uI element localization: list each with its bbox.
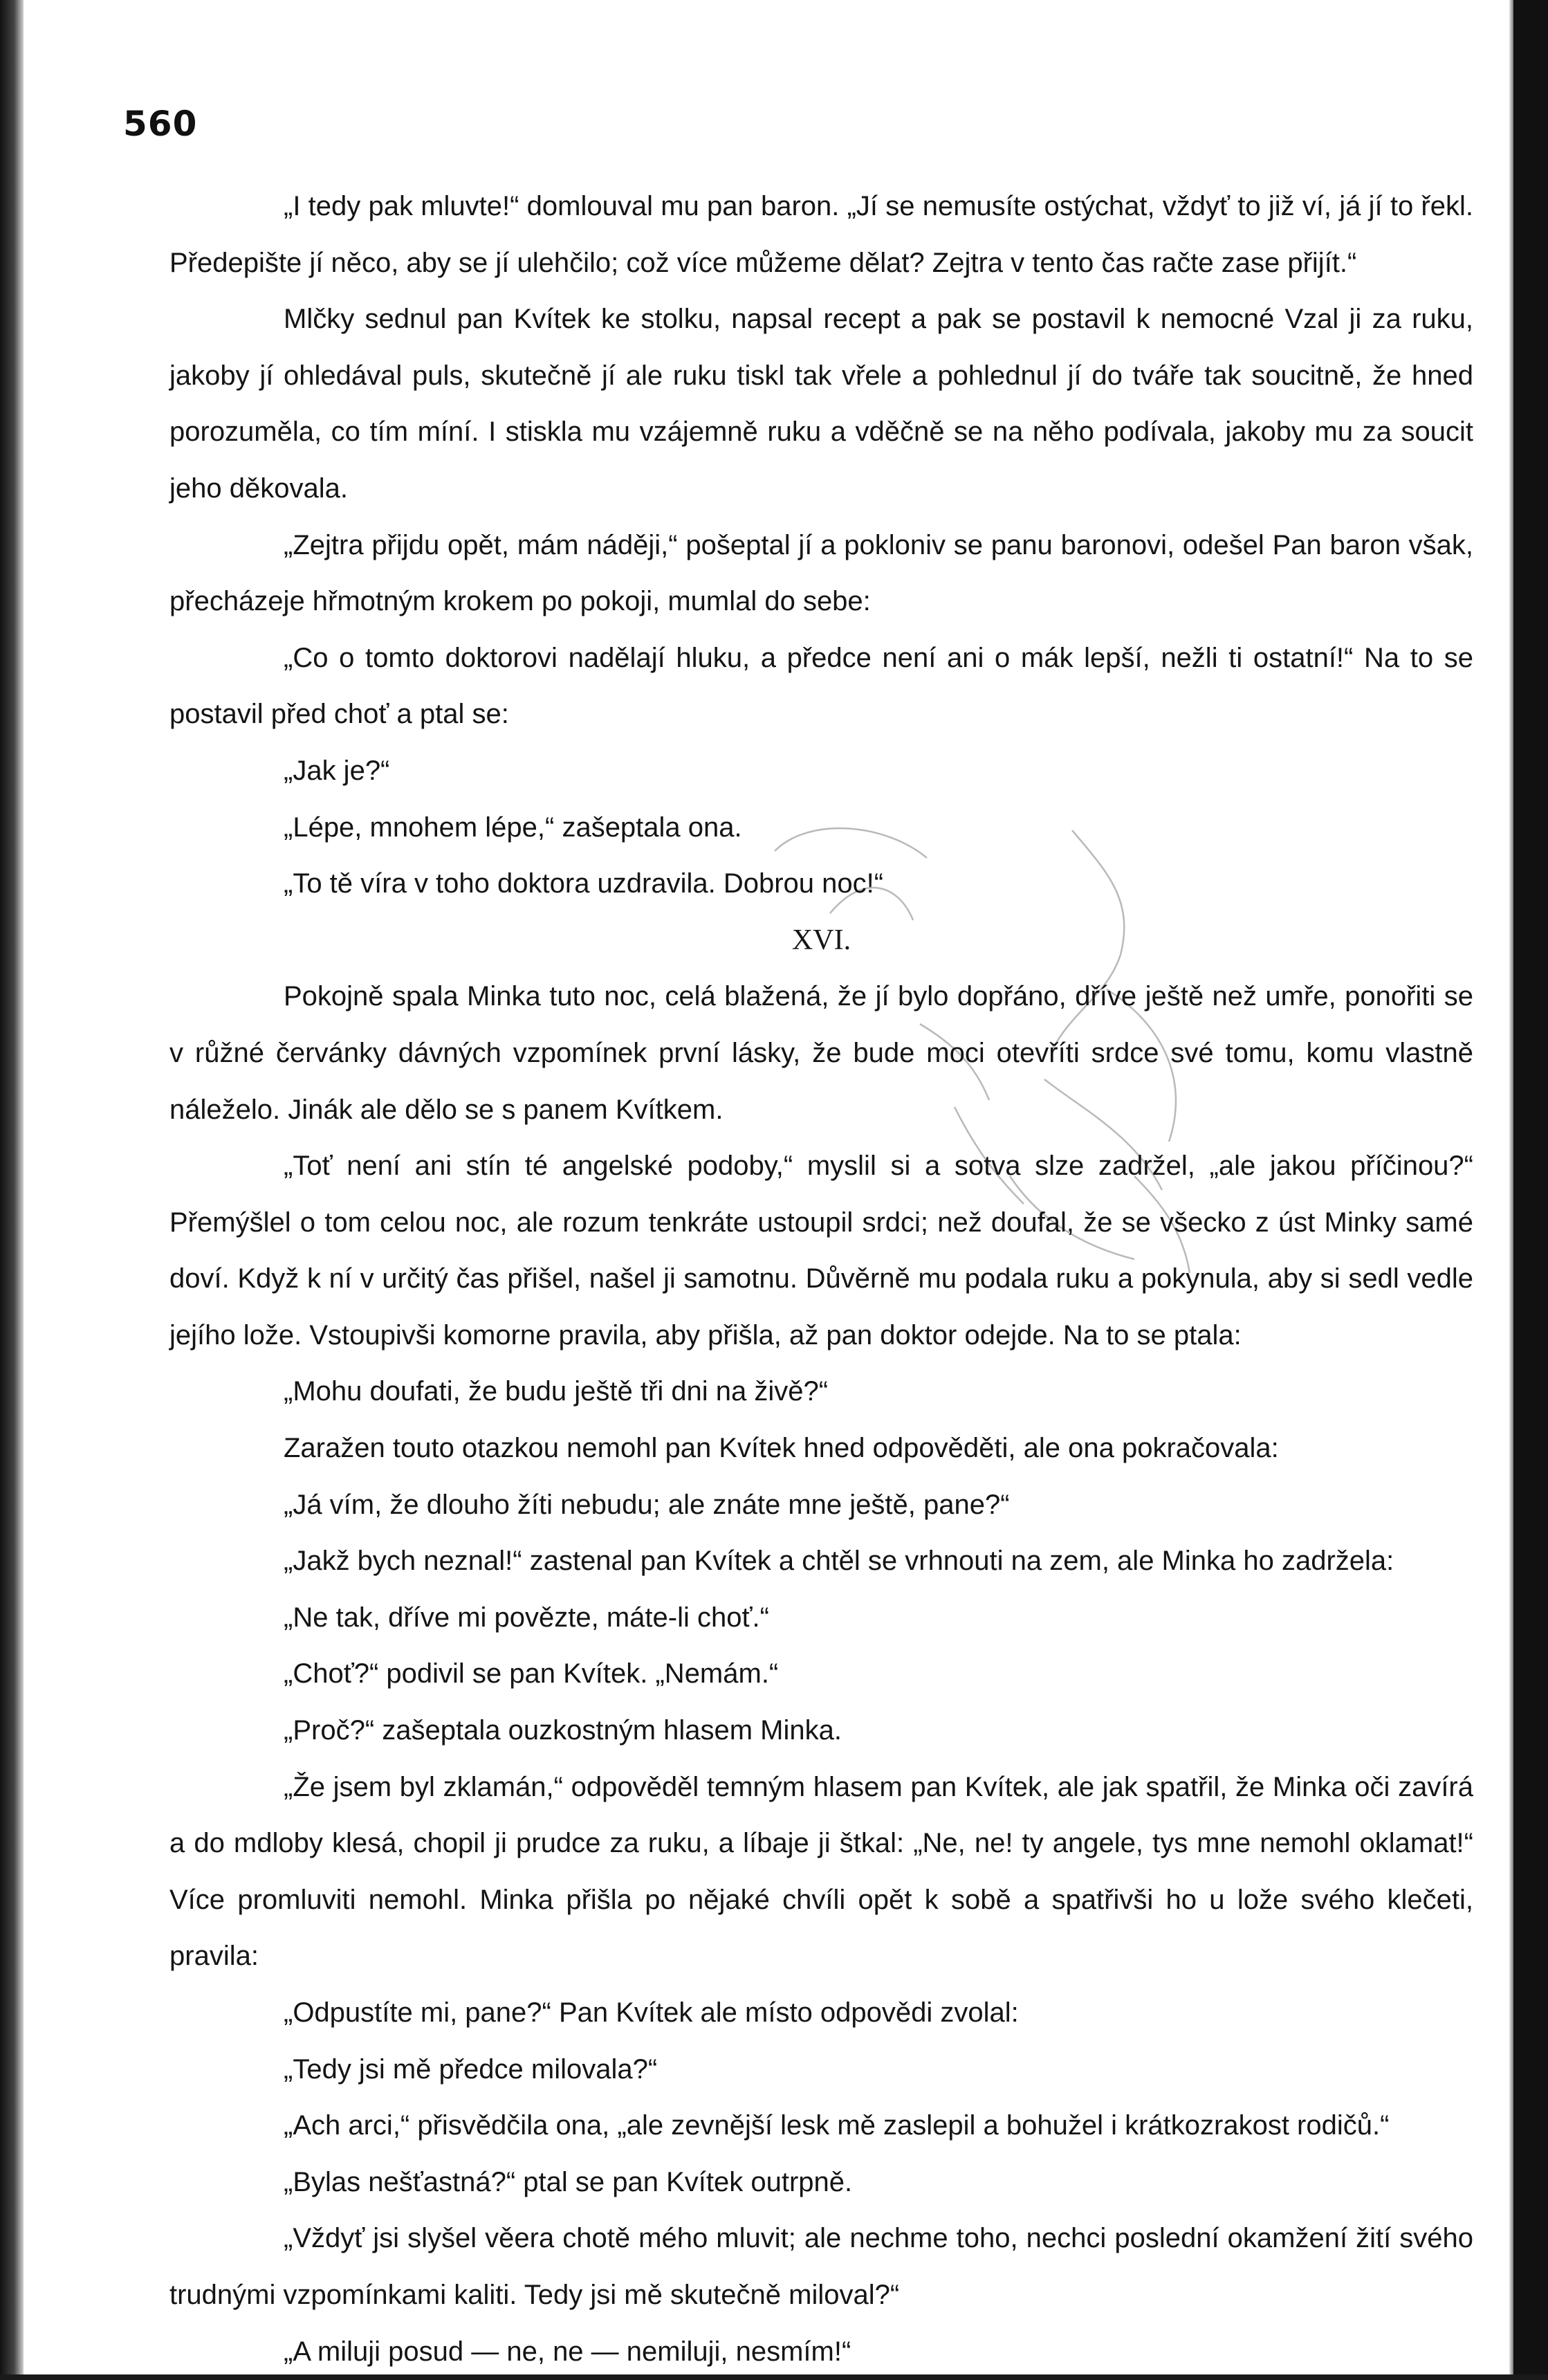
paragraph: „Jakž bych neznal!“ zastenal pan Kvítek a chtěl se vrhnouti na zem, ale Minka ho zadržela: <box>284 1546 1394 1577</box>
page-right-edge <box>1513 0 1548 2374</box>
paragraph: „Já vím, že dlouho žíti nebudu; ale znáte mne ještě, pane?“ <box>284 1489 1010 1520</box>
paragraph: „Ach arci,“ přisvědčila ona, „ale zevnější lesk mě zaslepil a bohužel i krátkozrakost rodičů.“ <box>284 2110 1390 2141</box>
paragraph: „Že jsem byl zklamán,“ odpověděl temným hlasem pan Kvítek, ale jak spatřil, že Minka oči zavírá a do mdloby klesá, chopil ji prudce za ruku, a líbaje ji štkal: „Ne, ne! ty angele, tys mne nemohl oklamat!“ Více promluviti nemohl. Minka přišla po nějaké chvíli opět k sobě a spatřivši ho u lože svého klečeti, pravila: <box>169 1771 1473 1972</box>
paragraph: „Co o tomto doktorovi nadělají hluku, a předce není ani o mák lepší, nežli ti ostatní!“ Na to se postavil před choť a ptal se: <box>169 642 1473 730</box>
paragraph: Mlčky sednul pan Kvítek ke stolku, napsal recept a pak se postavil k nemocné Vzal ji za ruku, jakoby jí ohledával puls, skutečně jí ale ruku tiskl tak vřele a pohlednul jí do tváře tak soucitně, že hned porozuměla, co tím míní. I stiskla mu vzájemně ruku a vděčně se na něho podívala, jakoby mu za soucit jeho děkovala. <box>169 304 1473 504</box>
paragraph: „Odpustíte mi, pane?“ Pan Kvítek ale místo odpovědi zvolal: <box>284 1997 1019 2028</box>
paragraph: „Bylas nešťastná?“ ptal se pan Kvítek outrpně. <box>284 2166 853 2197</box>
paragraph: „Vždyť jsi slyšel věera chotě mého mluvit; ale nechme toho, nechci poslední okamžení žití svého trudnými vzpomínkami kaliti. Tedy jsi mě skutečně miloval?“ <box>169 2223 1473 2310</box>
body-text <box>169 178 1473 2380</box>
paragraph: „Toť není ani stín té angelské podoby,“ myslil si a sotva slze zadržel, „ale jakou příčinou?“ Přemýšlel o tom celou noc, ale rozum tenkráte ustoupil srdci; než doufal, že se všecko z úst Minky samé doví. Když k ní v určitý čas přišel, našel ji samotnu. Důvěrně mu podala ruku a pokynula, aby si sedl vedle jejího lože. Vstoupivši komorne pravila, aby přišla, až pan doktor odejde. Na to se ptala: <box>169 1151 1473 1351</box>
paragraph: „Choť?“ podivil se pan Kvítek. „Nemám.“ <box>284 1658 779 1690</box>
chapter-heading: XVI. <box>791 924 851 956</box>
page-left-edge <box>0 0 24 2374</box>
paragraph: „Tedy jsi mě předce milovala?“ <box>284 2053 658 2085</box>
paragraph: „Ne tak, dříve mi povězte, máte-li choť.“ <box>284 1602 769 1633</box>
paragraph: „A miluji posud — ne, ne — nemiluji, nesmím!“ <box>284 2336 851 2367</box>
paragraph: „Zejtra přijdu opět, mám náději,“ pošeptal jí a pokloniv se panu baronovi, odešel Pan baron však, přecházeje hřmotným krokem po pokoji, mumlal do sebe: <box>169 529 1473 617</box>
paragraph: Pokojně spala Minka tuto noc, celá blažená, že jí bylo dopřáno, dříve ještě než umře, ponořiti se v růžné červánky dávných vzpomínek první lásky, že bude moci otevříti srdce své tomu, komu vlastně náleželo. Jinák ale dělo se s panem Kvítkem. <box>169 981 1473 1125</box>
paragraph: „Proč?“ zašeptala ouzkostným hlasem Minka. <box>284 1715 842 1746</box>
paragraph: „Lépe, mnohem lépe,“ zašeptala ona. <box>284 812 742 843</box>
paragraph: „To tě víra v toho doktora uzdravila. Dobrou noc!“ <box>284 868 884 899</box>
paragraph: „Jak je?“ <box>284 755 390 786</box>
paragraph: „I tedy pak mluvte!“ domlouval mu pan baron. „Jí se nemusíte ostýchat, vždyť to již ví, já jí to řekl. Předepište jí něco, aby se jí ulehčilo; což více můžeme dělat? Zejtra v tento čas račte zase přijít.“ <box>169 191 1473 278</box>
paragraph: Zaražen touto otazkou nemohl pan Kvítek hned odpověděti, ale ona pokračovala: <box>284 1433 1279 1464</box>
page-number: 560 <box>123 104 198 144</box>
paragraph: „Mohu doufati, že budu ještě tři dni na živě?“ <box>284 1376 829 1407</box>
